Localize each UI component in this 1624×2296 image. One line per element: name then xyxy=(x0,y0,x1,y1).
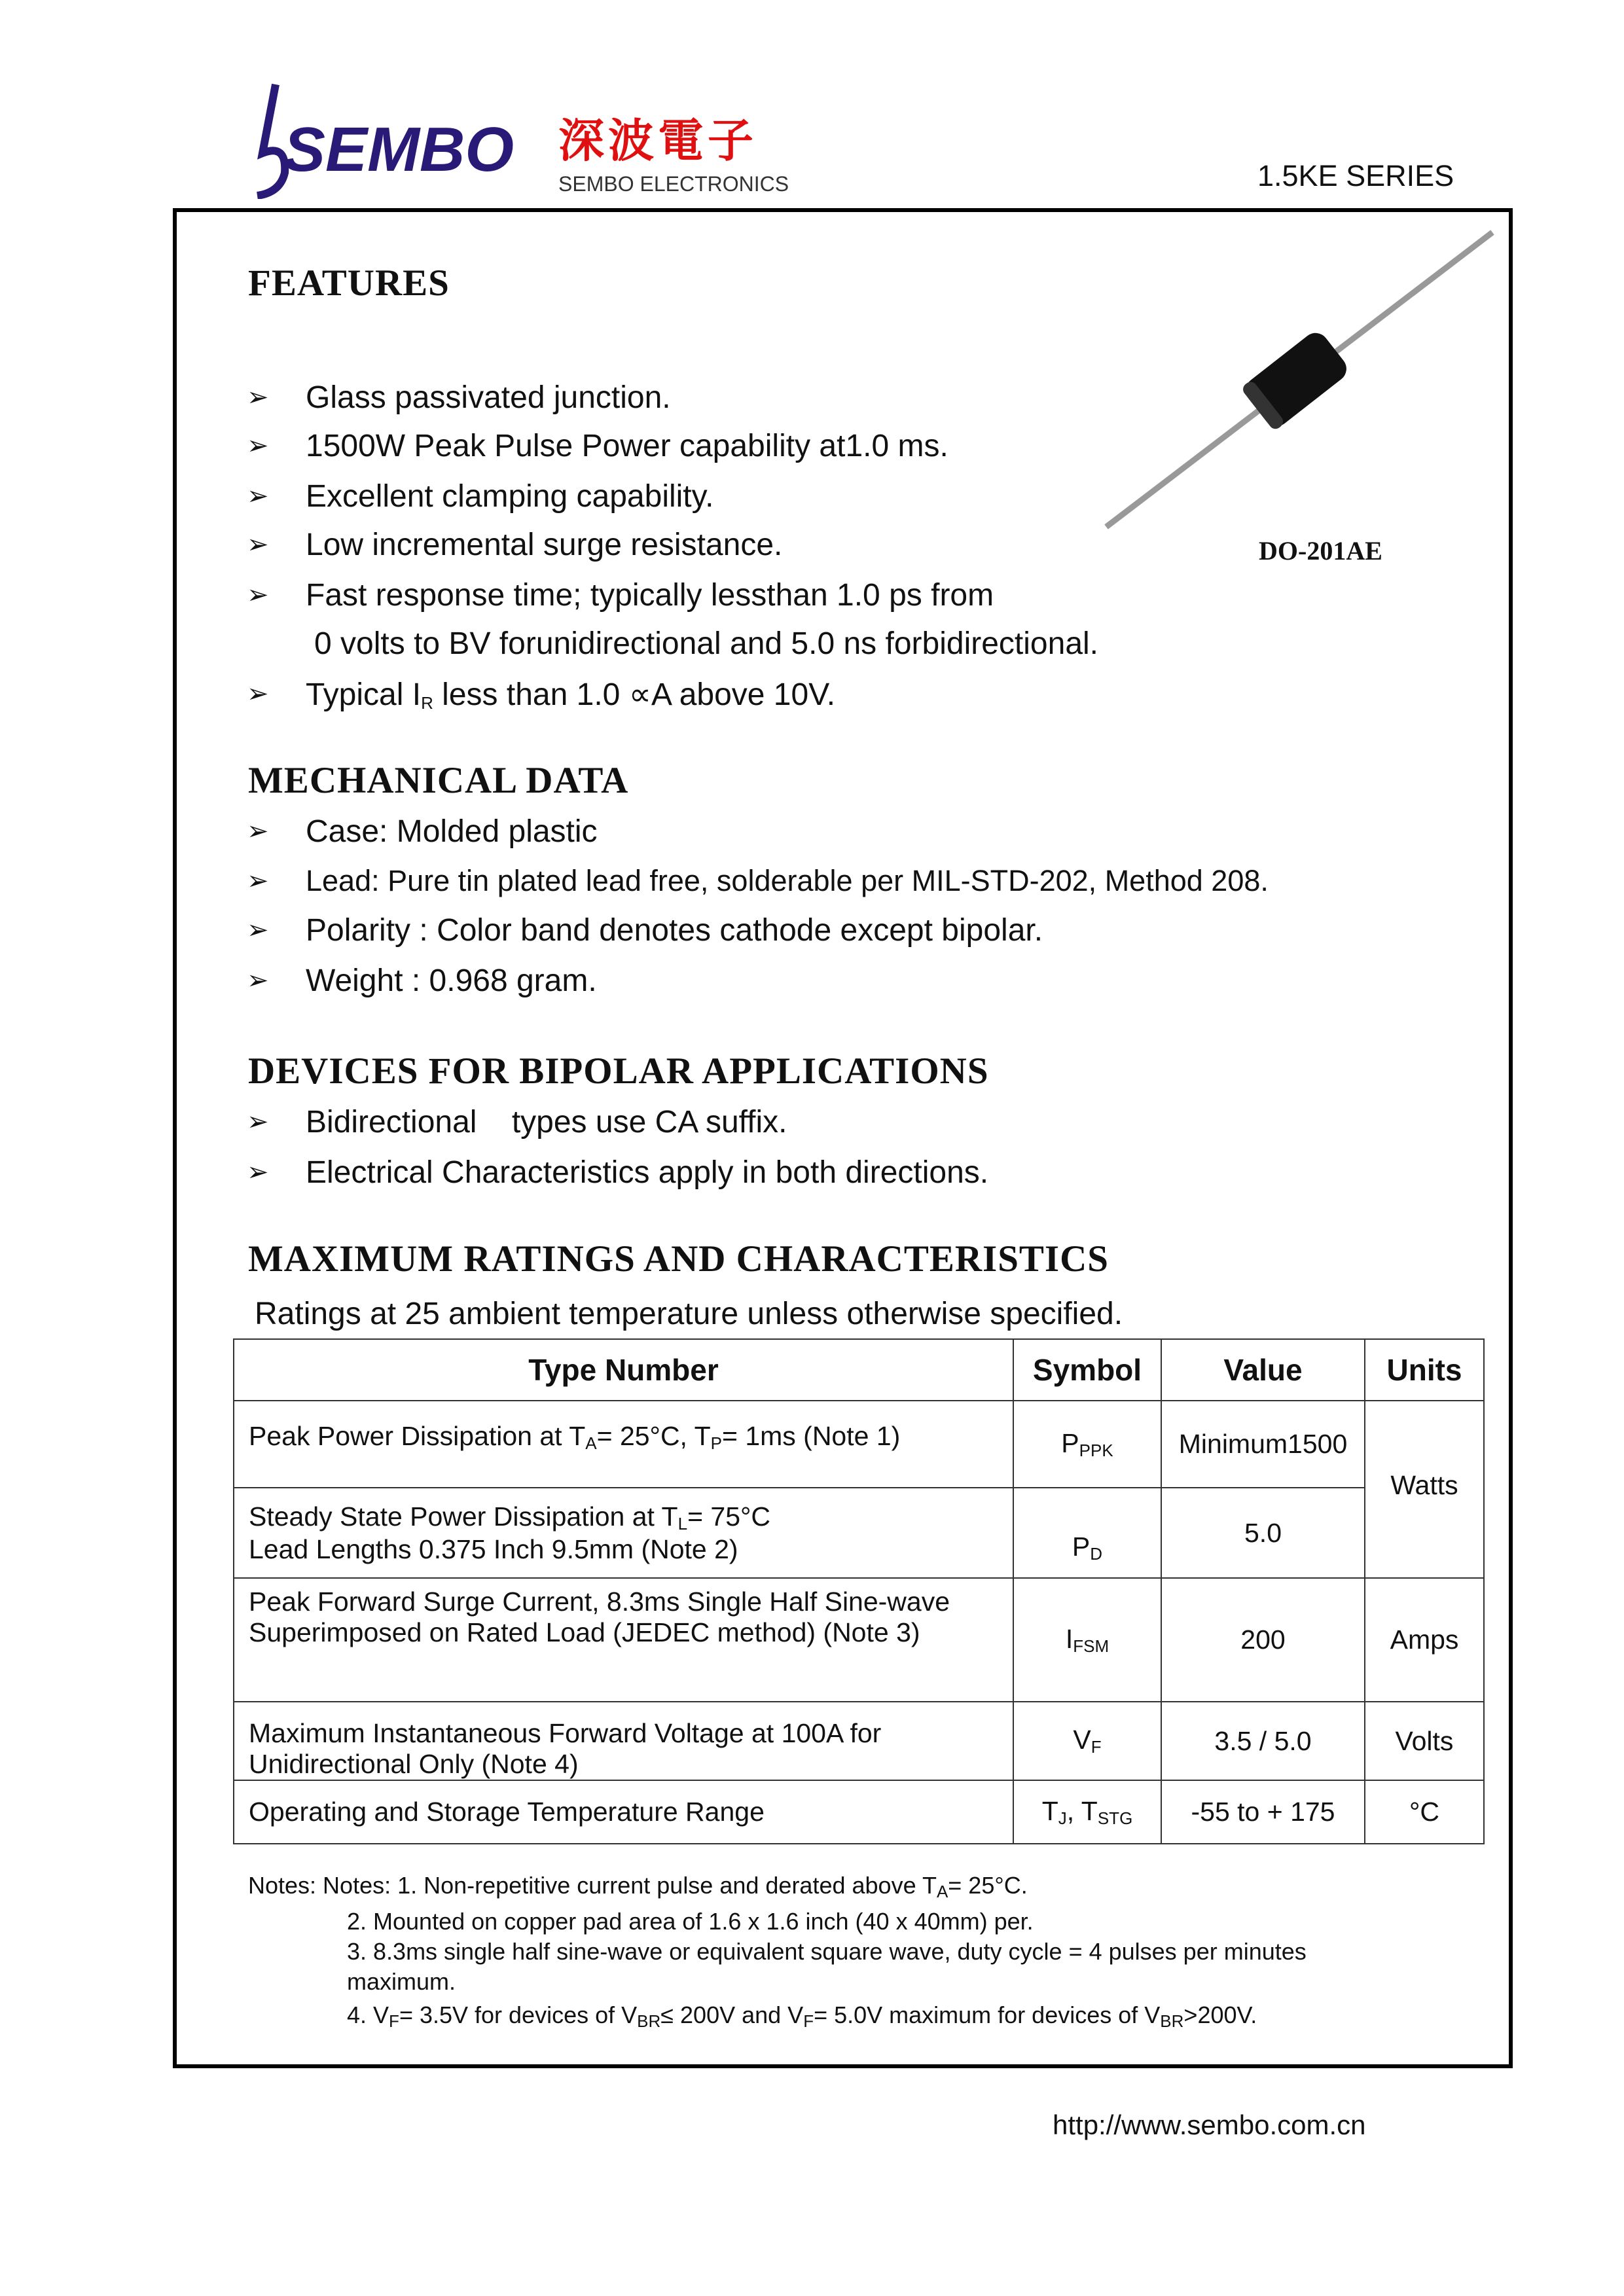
header-units: Units xyxy=(1365,1339,1484,1401)
units-cell: Watts xyxy=(1365,1401,1484,1578)
package-label: DO-201AE xyxy=(1259,536,1382,565)
header-type-number: Type Number xyxy=(234,1339,1013,1401)
bullet-arrow-icon: ➢ xyxy=(247,867,269,895)
header-value: Value xyxy=(1161,1339,1365,1401)
value-cell: 5.0 xyxy=(1161,1488,1365,1578)
note-1: Notes: Notes: 1. Non-repetitive current pulse and derated above $T_A= 25^\circ C$. xyxy=(248,1872,1028,1901)
symbol-cell: $T_J$, $T_{STG}$ xyxy=(1013,1780,1161,1844)
table-row xyxy=(234,1702,1484,1780)
company-logo xyxy=(251,81,787,199)
website-link[interactable]: http://www.sembo.com.cn xyxy=(1053,2109,1366,2140)
type-cell: Maximum Instantaneous Forward Voltage at 100A for Unidirectional Only (Note 4) xyxy=(234,1702,1013,1780)
symbol-cell: $P_{PPK}$ xyxy=(1013,1401,1161,1488)
symbol-cell: $I_{FSM}$ xyxy=(1013,1578,1161,1702)
feature-item: 1500W Peak Pulse Power capability at1.0 ms. xyxy=(306,429,948,463)
ratings-title: MAXIMUM RATINGS AND CHARACTERISTICS xyxy=(248,1238,1109,1280)
logo-chinese: 深波電子 xyxy=(558,115,757,166)
diode-package-image xyxy=(1100,223,1506,530)
bullet-arrow-icon: ➢ xyxy=(247,530,269,559)
value-cell: 200 xyxy=(1161,1578,1365,1702)
feature-item: Excellent clamping capability. xyxy=(306,479,714,514)
bullet-arrow-icon: ➢ xyxy=(247,482,269,511)
units-cell: Volts xyxy=(1365,1702,1484,1780)
mechanical-item: Polarity : Color band denotes cathode except bipolar. xyxy=(306,913,1043,948)
bullet-arrow-icon: ➢ xyxy=(247,916,269,944)
type-cell: Peak Power Dissipation at $T_A= 25^\circ C$, $T_P= 1ms$ (Note 1) xyxy=(234,1401,1013,1488)
mechanical-title: MECHANICAL DATA xyxy=(248,760,629,801)
feature-item-continued: 0 volts to BV forunidirectional and 5.0 ns forbidirectional. xyxy=(314,626,1099,661)
bipolar-item: Electrical Characteristics apply in both directions. xyxy=(306,1155,989,1190)
mechanical-item: Case: Molded plastic xyxy=(306,814,598,849)
value-cell: -55 to + 175 xyxy=(1161,1780,1365,1844)
mechanical-item: Lead: Pure tin plated lead free, solderable per MIL-STD-202, Method 208. xyxy=(306,864,1269,897)
table-row xyxy=(234,1401,1484,1488)
header-symbol: Symbol xyxy=(1013,1339,1161,1401)
bullet-arrow-icon: ➢ xyxy=(247,1107,269,1136)
logo-subtitle: SEMBO ELECTRONICS xyxy=(558,172,789,196)
feature-item: Fast response time; typically lessthan 1.0 ps from xyxy=(306,578,994,613)
features-title: FEATURES xyxy=(248,262,450,304)
note-3-continued: maximum. xyxy=(347,1968,456,1995)
units-cell: Amps xyxy=(1365,1578,1484,1702)
note-4: 4. $V_F= 3.5V$ for devices of $V_{BR}\le 200V$ and $V_F= 5.0V$ maximum for devices of $V_{BR}>200V$. xyxy=(347,2001,1257,2031)
symbol-cell: $V_F$ xyxy=(1013,1702,1161,1780)
units-cell: °C xyxy=(1365,1780,1484,1844)
symbol-cell: $P_D$ xyxy=(1013,1488,1161,1578)
bullet-arrow-icon: ➢ xyxy=(247,431,269,460)
feature-item: Low incremental surge resistance. xyxy=(306,528,783,562)
bullet-arrow-icon: ➢ xyxy=(247,581,269,609)
table-row xyxy=(234,1488,1484,1578)
table-row xyxy=(234,1780,1484,1844)
table-header-row xyxy=(234,1339,1484,1401)
bullet-arrow-icon: ➢ xyxy=(247,679,269,708)
mechanical-item: Weight : 0.968 gram. xyxy=(306,963,597,998)
bipolar-title: DEVICES FOR BIPOLAR APPLICATIONS xyxy=(248,1050,989,1092)
bullet-arrow-icon: ➢ xyxy=(247,383,269,412)
logo-text: SEMBO xyxy=(283,115,514,185)
type-cell: Peak Forward Surge Current, 8.3ms Single Half Sine-wave Superimposed on Rated Load (JEDEC method) (Note 3) xyxy=(234,1578,1013,1702)
series-label: 1.5KE SERIES xyxy=(1257,159,1454,192)
feature-item: Glass passivated junction. xyxy=(306,380,671,415)
type-cell: Steady State Power Dissipation at $T_L= 75^\circ C$ Lead Lengths 0.375 Inch 9.5mm (Note 2) xyxy=(234,1488,1013,1578)
ratings-table xyxy=(233,1338,1485,1844)
table-row xyxy=(234,1578,1484,1702)
bullet-arrow-icon: ➢ xyxy=(247,1158,269,1187)
bullet-arrow-icon: ➢ xyxy=(247,966,269,995)
type-cell: Operating and Storage Temperature Range xyxy=(234,1780,1013,1844)
feature-item: Typical $I_R$ less than 1.0 ∝A above 10V. xyxy=(306,677,836,713)
note-3: 3. 8.3ms single half sine-wave or equivalent square wave, duty cycle = 4 pulses per minutes xyxy=(347,1938,1307,1965)
bipolar-item: Bidirectional types use CA suffix. xyxy=(306,1105,787,1139)
note-2: 2. Mounted on copper pad area of 1.6 x 1.6 inch (40 x 40mm) per. xyxy=(347,1908,1034,1935)
bullet-arrow-icon: ➢ xyxy=(247,817,269,846)
value-cell: 3.5 / 5.0 xyxy=(1161,1702,1365,1780)
value-cell: Minimum1500 xyxy=(1161,1401,1365,1488)
ratings-subtitle: Ratings at 25 ambient temperature unless otherwise specified. xyxy=(255,1297,1123,1331)
